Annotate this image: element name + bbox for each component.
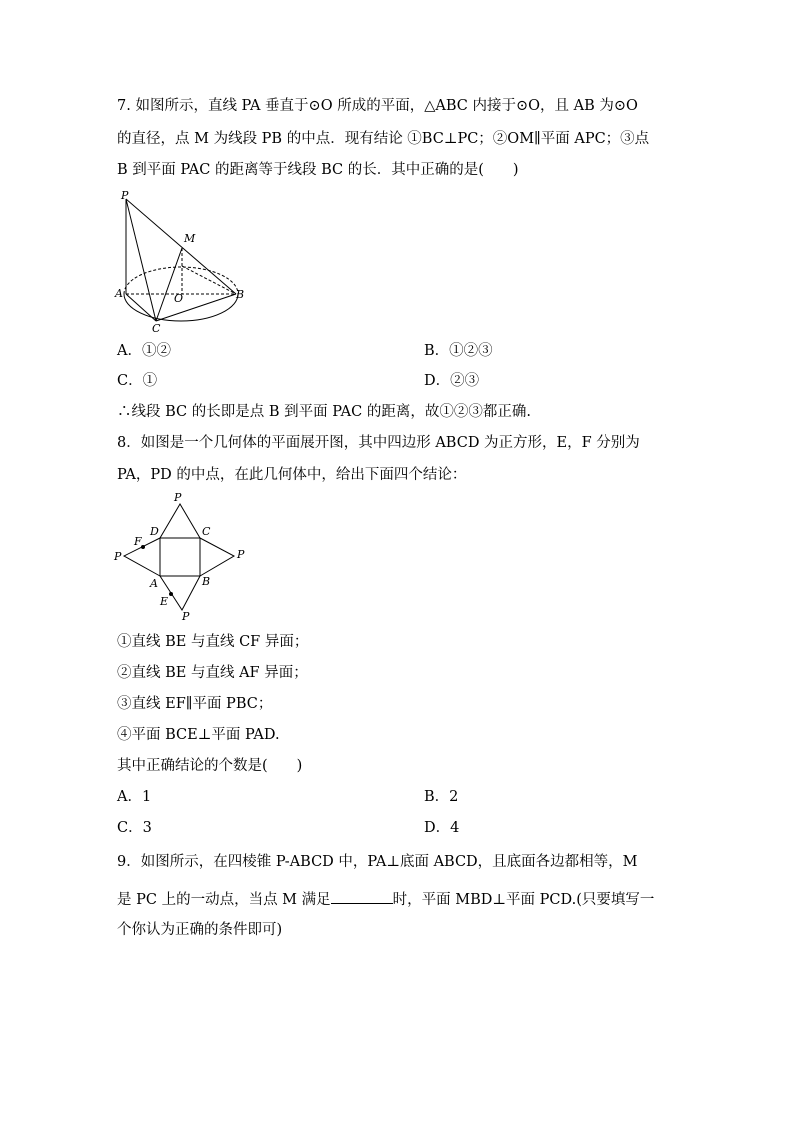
q8-label-c: C bbox=[202, 525, 211, 538]
q9-line-2-before: 是 PC 上的一动点，当点 M 满足 bbox=[117, 892, 331, 908]
q7-label-a: A bbox=[115, 287, 123, 300]
q8-figure-net bbox=[112, 490, 252, 622]
q8-line-1: 8．如图是一个几何体的平面展开图，其中四边形 ABCD 为正方形，E，F 分别为 bbox=[117, 435, 640, 451]
q8-label-d: D bbox=[150, 525, 159, 538]
q7-option-a: A．①② bbox=[117, 343, 171, 359]
q8-prompt: 其中正确结论的个数是( ) bbox=[117, 758, 303, 774]
q7-line-3: B 到平面 PAC 的距离等于线段 BC 的长．其中正确的是( ) bbox=[117, 162, 519, 178]
q8-statement-1: ①直线 BE 与直线 CF 异面； bbox=[117, 634, 309, 650]
q7-label-p: P bbox=[121, 189, 129, 202]
q7-option-b: B．①②③ bbox=[424, 343, 493, 359]
q9-line-3: 个你认为正确的条件即可) bbox=[117, 922, 283, 938]
q7-figure-cone bbox=[112, 186, 252, 334]
q8-label-e: E bbox=[160, 595, 169, 608]
q8-statement-2: ②直线 BE 与直线 AF 异面； bbox=[117, 665, 308, 681]
q7-option-d: D．②③ bbox=[424, 373, 480, 389]
q9-line-2-after: 时，平面 MBD⊥平面 PCD.(只要填写一 bbox=[392, 892, 655, 908]
q9-answer-blank[interactable] bbox=[331, 889, 393, 904]
q8-label-b: B bbox=[202, 575, 211, 588]
q8-option-d: D．4 bbox=[424, 820, 460, 836]
q8-label-p-right: P bbox=[237, 548, 245, 561]
q8-option-c: C．3 bbox=[117, 820, 152, 836]
q7-label-m: M bbox=[184, 232, 196, 245]
q7-line-1: 7. 如图所示，直线 PA 垂直于⊙O 所成的平面，△ABC 内接于⊙O，且 AB 为⊙O bbox=[117, 98, 638, 114]
q8-label-p-top: P bbox=[174, 491, 182, 504]
q8-label-p-left: P bbox=[114, 550, 122, 563]
q8-option-b: B．2 bbox=[424, 789, 459, 805]
q8-line-2: PA，PD 的中点，在此几何体中，给出下面四个结论： bbox=[117, 467, 467, 483]
q8-option-a: A．1 bbox=[117, 789, 152, 805]
q9-line-1: 9．如图所示，在四棱锥 P-ABCD 中，PA⊥底面 ABCD，且底面各边都相等，M bbox=[117, 854, 638, 870]
q8-statement-4: ④平面 BCE⊥平面 PAD. bbox=[117, 727, 280, 743]
q8-label-f: F bbox=[134, 535, 142, 548]
q8-label-a: A bbox=[150, 577, 158, 590]
q8-statement-3: ③直线 EF∥平面 PBC； bbox=[117, 696, 273, 712]
q7-solution-note: ∴线段 BC 的长即是点 B 到平面 PAC 的距离，故①②③都正确. bbox=[117, 404, 531, 420]
q7-line-2: 的直径，点 M 为线段 PB 的中点．现有结论 ①BC⊥PC；②OM∥平面 APC；③点 bbox=[117, 131, 650, 147]
q9-line-2 bbox=[117, 889, 654, 910]
q7-label-o: O bbox=[174, 292, 184, 305]
q7-label-b: B bbox=[236, 288, 245, 301]
q8-label-p-bottom: P bbox=[182, 610, 190, 622]
q7-option-c: C．① bbox=[117, 373, 158, 389]
q7-label-c: C bbox=[152, 322, 161, 334]
